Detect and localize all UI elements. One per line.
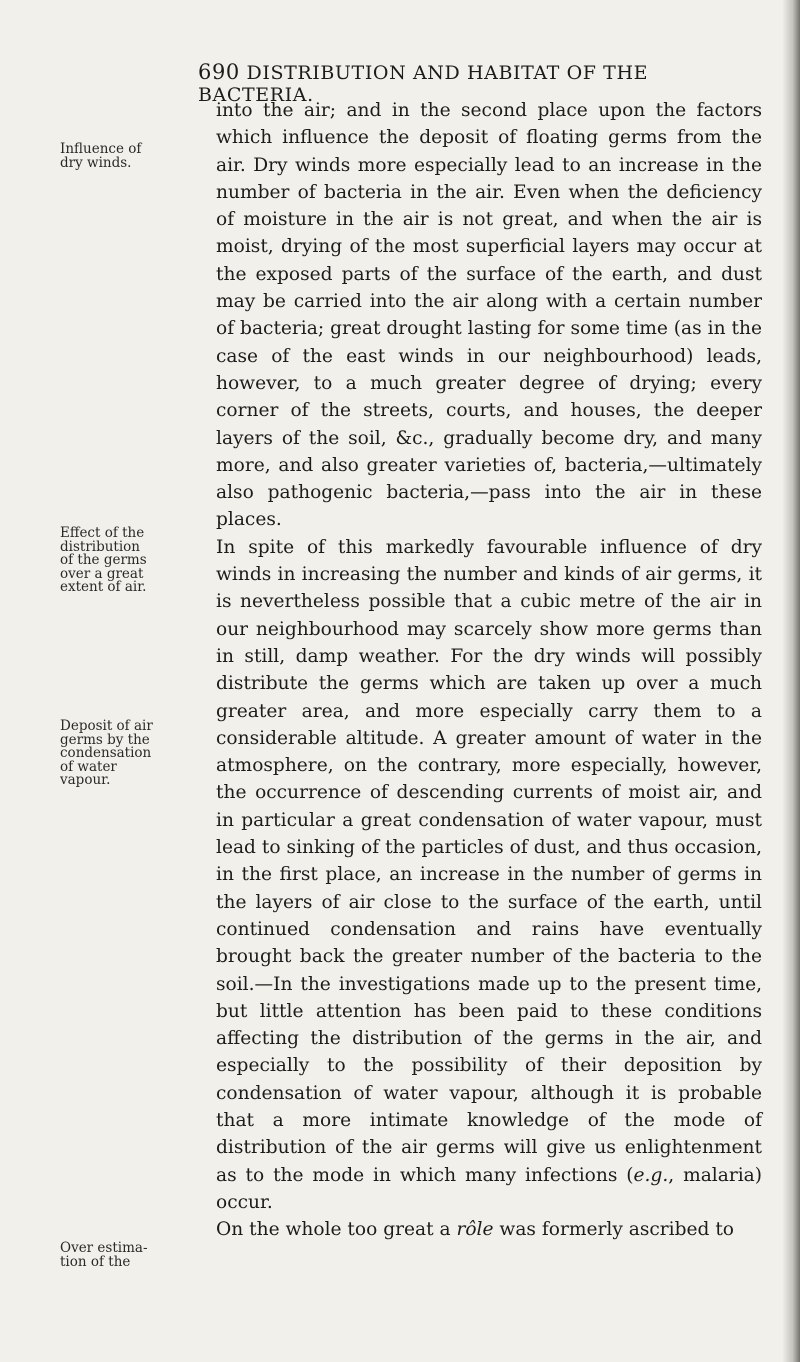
page-edge-shadow: [782, 0, 800, 1362]
margin-note-line: Deposit of air: [60, 718, 153, 734]
body-text: [216, 97, 762, 1243]
paragraph-text: On the whole too great a: [216, 1219, 457, 1241]
paragraph-text: In spite of this markedly favourable influence of dry winds in increasing the number and kinds of air germs, it is nevertheless possible that a cubic metre of the air in our neighbourhood may scarcely show more germs than in still, damp weather. For the dry winds will possibly distribute the germs which are taken up over a much greater area, and more especially carry them to a considerable altitude. A greater amount of water in the atmosphere, on the contrary, more especially, however, the occurrence of descending currents of moist air, and in particular a great condensation of water vapour, must lead to sinking of the particles of dust, and thus occasion, in the first place, an increase in the number of germs in the layers of air close to the surface of the earth, until continued condensation and rains have eventually brought back the greater number of the bacteria to the soil.—In the investigations made up to the present time, but little attention has been paid to these conditions affecting the distribution of the germs in the air, and especially to the possibility of their deposition by condensation of water vapour, although it is probable that a more intimate knowledge of the mode of distribution of the air germs will give us enlightenment as to the mode in which many infections (: [216, 536, 762, 1186]
paragraph-over-estimation: [216, 1216, 762, 1243]
page-number: 690: [198, 60, 240, 84]
paragraph-dry-winds: into the air; and in the second place upon the factors which influence the deposit of floating germs from the air. Dry winds more especially lead to an increase in the number of bacteria in the air. Even when the deficiency of moisture in the air is not great, and when the air is moist, drying of the most superficial layers may occur at the exposed parts of the surface of the earth, and dust may be carried into the air along with a certain number of bacteria; great drought lasting for some time (as in the case of the east winds in our neighbourhood) leads, however, to a much greater degree of drying; every corner of the streets, courts, and houses, the deeper layers of the soil, &c., gradually become dry, and many more, and also greater varieties of, bacteria,—ultimately also pathogenic bacteria,—pass into the air in these places.: [216, 100, 762, 531]
margin-note-line: Influence of: [60, 141, 142, 157]
margin-note-over-estimation: [60, 1242, 210, 1269]
margin-note-dry-winds: [60, 143, 210, 170]
margin-note-line: condensation: [60, 745, 152, 761]
paragraph-text: was formerly ascribed to: [493, 1219, 734, 1241]
margin-note-deposit: [60, 720, 210, 788]
margin-note-line: germs by the: [60, 731, 150, 748]
margin-note-line: extent of air.: [60, 579, 147, 595]
margin-note-line: over a great: [60, 565, 144, 582]
paragraph-italic: rôle: [456, 1219, 494, 1241]
margin-note-line: of the germs: [60, 552, 147, 568]
paragraph-text: , malaria) occur.: [216, 1164, 762, 1213]
margin-note-line: dry winds.: [60, 154, 132, 171]
margin-note-line: vapour.: [60, 772, 111, 788]
margin-note-line: distribution: [60, 538, 140, 555]
margin-note-line: Effect of the: [60, 525, 145, 541]
margin-note-line: of water: [60, 758, 117, 775]
margin-note-line: Over estima-: [60, 1240, 148, 1256]
margin-note-distribution: [60, 527, 210, 595]
margin-note-line: tion of the: [60, 1253, 131, 1270]
paragraph-italic: e.g.: [633, 1164, 669, 1186]
paragraph-distribution: [216, 534, 762, 1216]
chapter-title: DISTRIBUTION AND HABITAT OF THE BACTERIA.: [198, 62, 649, 106]
